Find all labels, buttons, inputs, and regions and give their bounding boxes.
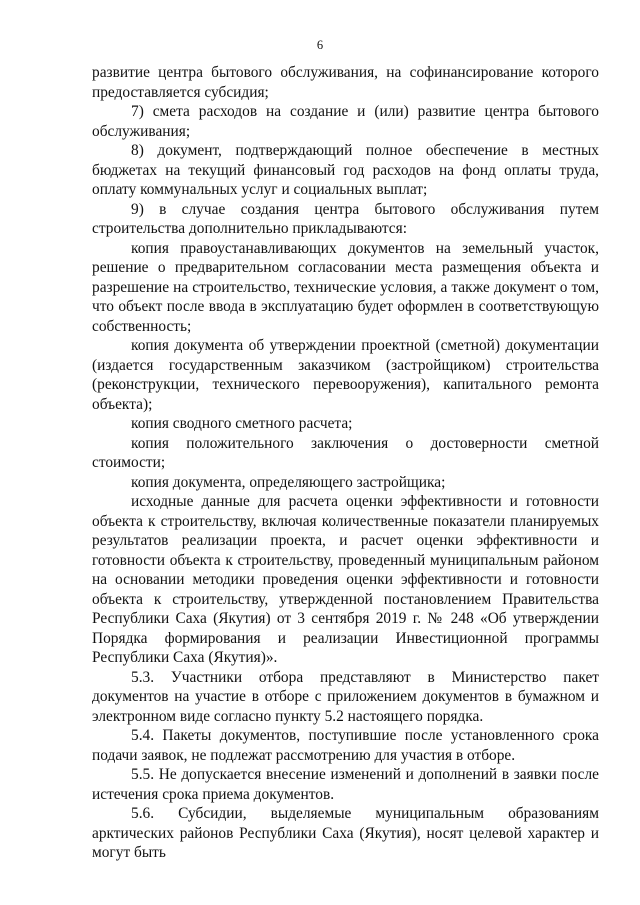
paragraph-developer-document-copy: копия документа, определяющего застройщика; xyxy=(131,473,446,491)
paragraph-design-approval-copy: копия документа об утверждении проектной (сметной) документации (издается государственным заказчиком (застройщиком) строительства (реконструкции, технического перевооружения), капитального ремонта объекта); xyxy=(92,337,599,413)
paragraph-item-9-construction: 9) в случае создания центра бытового обслуживания путем строительства дополнительно прикладываются: xyxy=(92,200,599,237)
paragraph-item-7-estimate: 7) смета расходов на создание и (или) развитие центра бытового обслуживания; xyxy=(92,103,599,140)
page-number: 6 xyxy=(316,38,324,52)
paragraph-section-5-5: 5.5. Не допускается внесение изменений и дополнений в заявки после истечения срока приема документов. xyxy=(92,766,599,803)
paragraph-item-8-budget-document: 8) документ, подтверждающий полное обеспечение в местных бюджетах на текущий финансовый год расходов на фонд оплаты труда, оплату коммунальных услуг и социальных выплат; xyxy=(92,142,599,198)
paragraph-summary-estimate-copy: копия сводного сметного расчета; xyxy=(131,415,353,432)
paragraph-positive-conclusion-copy: копия положительного заключения о достоверности сметной стоимости; xyxy=(92,434,599,471)
document-body xyxy=(92,63,599,863)
paragraph-section-5-6: 5.6. Субсидии, выделяемые муниципальным образованиям арктических районов Республики Саха (Якутия), носят целевой характер и могут быть xyxy=(92,805,599,861)
paragraph-efficiency-assessment: исходные данные для расчета оценки эффективности и готовности объекта к строительству, включая количественные показатели планируемых результатов реализации проекта, и расчет оценки эффективности и готовности объекта к строительству, проведенный муниципальным районом на основании методики проведения оценки эффективности и готовности объекта к строительству, утвержденной постановлением Правительства Республики Саха (Якутия) от 3 сентября 2019 г. № 248 «Об утверждении Порядка формирования и реализации Инвестиционной программы Республики Саха (Якутия)». xyxy=(92,493,599,666)
paragraph-land-rights-copy: копия правоустанавливающих документов на земельный участок, решение о предварительном согласовании места размещения объекта и разрешение на строительство, технические условия, а также документ о том, что объект после ввода в эксплуатацию будет оформлен в соответствующую собственность; xyxy=(92,239,599,335)
paragraph-section-5-4: 5.4. Пакеты документов, поступившие после установленного срока подачи заявок, не подлежат рассмотрению для участия в отборе. xyxy=(92,727,599,764)
paragraph-section-5-3: 5.3. Участники отбора представляют в Министерство пакет документов на участие в отборе с приложением документов в бумажном и электронном виде согласно пункту 5.2 настоящего порядка. xyxy=(92,668,599,725)
paragraph-continuation: развитие центра бытового обслуживания, на софинансирование которого предоставляется субсидия; xyxy=(92,64,599,101)
